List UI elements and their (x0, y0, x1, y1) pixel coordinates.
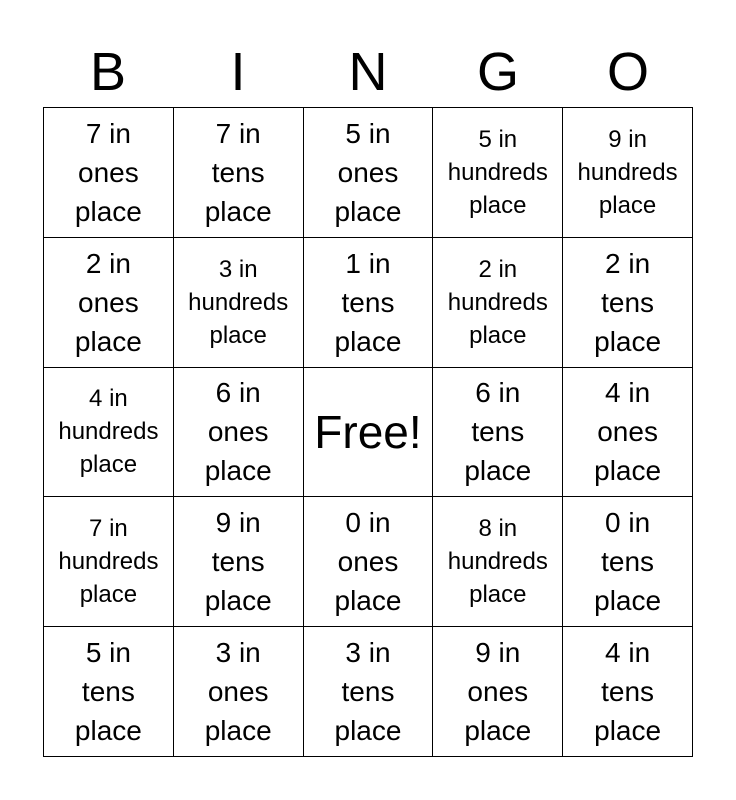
header-letter-g: G (476, 42, 519, 102)
header-letter-n: N (348, 42, 388, 102)
bingo-cell[interactable] (304, 497, 434, 627)
header-letter-o: O (606, 42, 649, 102)
free-space-label: Free! (314, 405, 422, 458)
bingo-cell[interactable] (44, 108, 174, 238)
bingo-cell[interactable] (433, 627, 563, 757)
cell-label: 7 in tens place (204, 117, 272, 227)
bingo-cell[interactable] (44, 368, 174, 498)
cell-label: 6 in tens place (464, 377, 532, 487)
cell-label: 5 in ones place (334, 117, 402, 227)
cell-label: 3 in ones place (204, 637, 272, 747)
bingo-cell[interactable] (44, 627, 174, 757)
cell-label: 4 in ones place (594, 377, 662, 487)
bingo-cell[interactable] (563, 108, 693, 238)
cell-label: 7 in hundreds place (58, 515, 159, 609)
cell-label: 2 in tens place (594, 247, 662, 357)
cell-label: 9 in hundreds place (577, 125, 678, 219)
bingo-cell[interactable] (174, 497, 304, 627)
cell-label: 2 in ones place (74, 247, 142, 357)
bingo-cell[interactable] (563, 368, 693, 498)
bingo-grid (43, 107, 693, 757)
cell-label: 7 in ones place (74, 117, 142, 227)
bingo-cell[interactable] (174, 238, 304, 368)
bingo-header (43, 40, 693, 104)
header-letter-b: B (89, 42, 127, 102)
cell-label: 9 in tens place (204, 507, 272, 617)
bingo-cell[interactable] (174, 627, 304, 757)
cell-label: 5 in tens place (74, 637, 142, 747)
cell-label: 0 in tens place (594, 507, 662, 617)
bingo-cell[interactable] (304, 627, 434, 757)
cell-label: 1 in tens place (334, 247, 402, 357)
bingo-cell[interactable] (174, 368, 304, 498)
bingo-cell[interactable] (433, 497, 563, 627)
bingo-cell[interactable] (44, 238, 174, 368)
bingo-cell[interactable] (563, 627, 693, 757)
bingo-cell[interactable] (563, 238, 693, 368)
bingo-cell[interactable] (304, 238, 434, 368)
cell-label: 9 in ones place (464, 637, 532, 747)
cell-label: 6 in ones place (204, 377, 272, 487)
free-space-cell[interactable] (304, 368, 434, 498)
cell-label: 3 in hundreds place (188, 255, 289, 349)
cell-label: 4 in tens place (594, 637, 662, 747)
cell-label: 2 in hundreds place (447, 255, 548, 349)
bingo-cell[interactable] (44, 497, 174, 627)
cell-label: 4 in hundreds place (58, 385, 159, 479)
bingo-cell[interactable] (563, 497, 693, 627)
cell-label: 5 in hundreds place (447, 125, 548, 219)
cell-label: 0 in ones place (334, 507, 402, 617)
bingo-cell[interactable] (304, 108, 434, 238)
cell-label: 3 in tens place (334, 637, 402, 747)
bingo-cell[interactable] (433, 108, 563, 238)
cell-label: 8 in hundreds place (447, 515, 548, 609)
bingo-cell[interactable] (433, 238, 563, 368)
bingo-cell[interactable] (433, 368, 563, 498)
bingo-cell[interactable] (174, 108, 304, 238)
header-letter-i: I (230, 42, 246, 102)
